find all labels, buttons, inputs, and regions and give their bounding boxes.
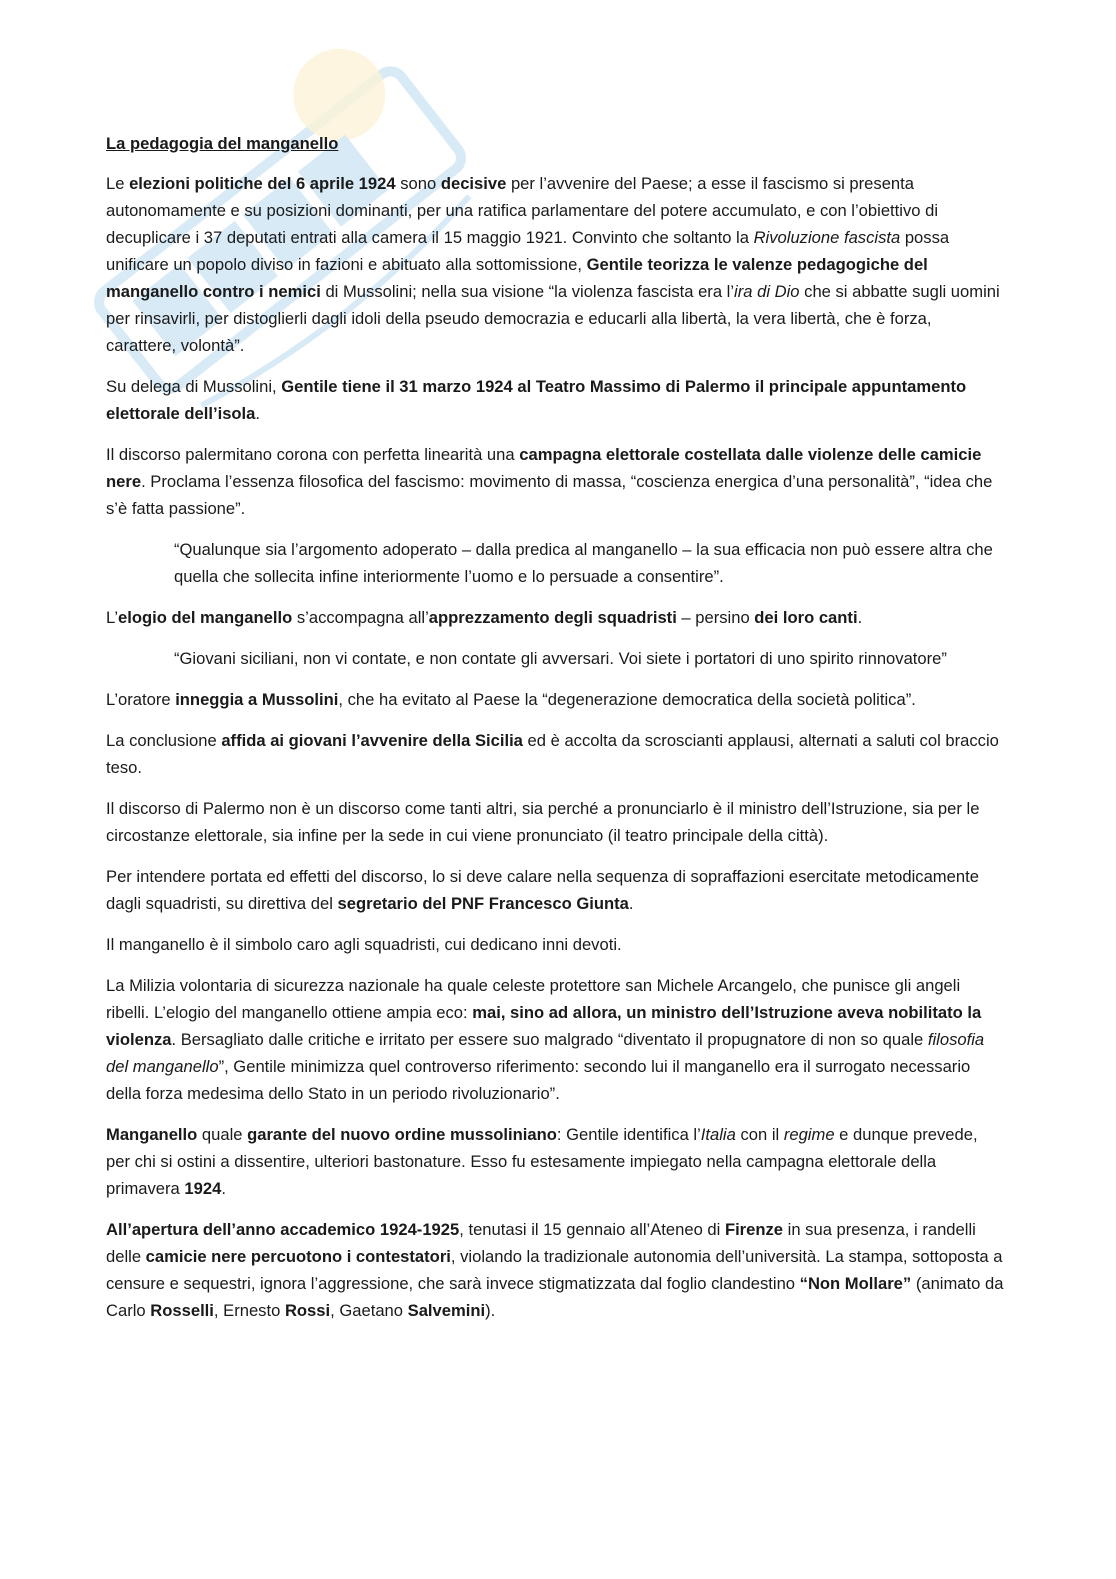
text-run: quale	[197, 1125, 248, 1144]
document-page	[106, 130, 1006, 1338]
bold-text: Firenze	[724, 1220, 784, 1239]
text-run: . Proclama l’essenza filosofica del fascismo: movimento di massa, “coscienza energica d’una personalità”, “idea che s’è fatta passione”.	[106, 472, 993, 518]
paragraph	[106, 373, 1006, 427]
bold-text: elezioni politiche del 6 aprile 1924	[129, 174, 396, 193]
italic-text: filosofia del manganello	[106, 1030, 985, 1076]
text-run: , Ernesto	[213, 1301, 285, 1320]
text-run: La Milizia volontaria di sicurezza nazionale ha quale celeste protettore san Michele Arcangelo, che punisce gli angeli ribelli. L’elogio del manganello ottiene ampia eco:	[106, 976, 961, 1022]
text-run: , violando la tradizionale autonomia dell’università. La stampa, sottoposta a censure e sequestri, ignora l’aggressione, che sarà invece stigmatizzata dal foglio clandestino	[106, 1247, 1003, 1293]
bold-text: inneggia a Mussolini	[175, 690, 339, 709]
text-run: La conclusione	[106, 731, 222, 750]
bold-text: elogio del manganello	[118, 608, 293, 627]
italic-text: regime	[783, 1125, 835, 1144]
block-quote	[106, 536, 1006, 590]
bold-text: dei loro canti	[754, 608, 858, 627]
text-run: ed è accolta da scroscianti applausi, alternati a saluti col braccio teso.	[106, 731, 999, 777]
bold-text: Gentile tiene il 31 marzo 1924 al Teatro Massimo di Palermo il principale appuntamento elettorale dell’isola	[106, 377, 967, 423]
paragraph	[106, 170, 1006, 359]
text-run: Il discorso palermitano corona con perfetta linearità una	[106, 445, 520, 464]
paragraph	[106, 727, 1006, 781]
text-run: , Gaetano	[330, 1301, 408, 1320]
bold-text: Rossi	[284, 1301, 331, 1320]
text-run: .	[628, 894, 634, 913]
text-run: , che ha evitato al Paese la “degenerazione democratica della società politica”.	[338, 690, 916, 709]
bold-text: Salvemini	[407, 1301, 486, 1320]
document-body	[106, 170, 1006, 1324]
text-run: s’accompagna all’	[292, 608, 429, 627]
bold-text: affida ai giovani l’avvenire della Sicilia	[221, 731, 523, 750]
text-run: che si abbatte sugli uomini per rinsavirli, per distoglierli dagli idoli della pseudo democrazia e educarli alla libertà, la vera libertà, che è forza, carattere, volontà”.	[106, 282, 1000, 355]
text-run: “Giovani siciliani, non vi contate, e non contate gli avversari. Voi siete i portatori di uno spirito rinnovatore”	[174, 649, 947, 668]
text-run: Il manganello è il simbolo caro agli squadristi, cui dedicano inni devoti.	[106, 935, 622, 954]
text-run: “Qualunque sia l’argomento adoperato – dalla predica al manganello – la sua efficacia non può essere altra che quella che sollecita infine interiormente l’uomo e lo persuade a consentire”.	[174, 540, 993, 586]
paragraph	[106, 795, 1006, 849]
text-run: Il discorso di Palermo non è un discorso come tanti altri, sia perché a pronunciarlo è il ministro dell’Istruzione, sia per le circostanze elettorale, sia infine per la sede in cui viene pronunciato (il teatro principale della città).	[106, 799, 980, 845]
bold-text: Manganello	[106, 1125, 198, 1144]
paragraph	[106, 972, 1006, 1107]
paragraph	[106, 931, 1006, 958]
text-run: possa unificare un popolo diviso in fazioni e abituato alla sottomissione,	[106, 228, 950, 274]
bold-text: segretario del PNF Francesco Giunta	[337, 894, 629, 913]
bold-text: garante del nuovo ordine mussoliniano	[247, 1125, 557, 1144]
bold-text: Rosselli	[150, 1301, 214, 1320]
text-run: per l’avvenire del Paese; a esse il fascismo si presenta autonomamente e su posizioni dominanti, per una ratifica parlamentare del potere accumulato, e con l’obiettivo di decuplicare i 37 deputati entrati alla camera il 15 maggio 1921. Convinto che soltanto la	[106, 174, 939, 247]
bold-text: mai, sino ad allora, un ministro dell’Istruzione aveva nobilitato la violenza	[106, 1003, 982, 1049]
bold-text: 1924	[184, 1179, 222, 1198]
text-run: .	[221, 1179, 226, 1198]
text-run: – persino	[676, 608, 755, 627]
text-run: : Gentile identifica l’	[556, 1125, 701, 1144]
bold-text: decisive	[440, 174, 507, 193]
text-run: Le	[106, 174, 130, 193]
text-run: L’	[106, 608, 118, 627]
text-run: ).	[485, 1301, 496, 1320]
block-quote	[106, 645, 1006, 672]
text-run: (animato da Carlo	[106, 1274, 1004, 1320]
paragraph	[106, 1216, 1006, 1324]
text-run: .	[857, 608, 863, 627]
text-run: Su delega di Mussolini,	[106, 377, 282, 396]
document-title: La pedagogia del manganello	[106, 134, 339, 153]
text-run: e dunque prevede, per chi si ostini a dissentire, ulteriori bastonature. Esso fu estesamente impiegato nella campagna elettorale della primavera	[106, 1125, 978, 1198]
bold-text: “Non Mollare”	[799, 1274, 912, 1293]
text-run: L’oratore	[106, 690, 176, 709]
italic-text: Italia	[700, 1125, 736, 1144]
bold-text: Gentile teorizza le valenze pedagogiche del manganello contro i nemici	[106, 255, 928, 301]
paragraph	[106, 441, 1006, 522]
paragraph	[106, 1121, 1006, 1202]
text-run: Per intendere portata ed effetti del discorso, lo si deve calare nella sequenza di sopraffazioni esercitate metodicamente dagli squadristi, su direttiva del	[106, 867, 979, 913]
bold-text: campagna elettorale costellata dalle violenze delle camicie nere	[106, 445, 982, 491]
text-run: di Mussolini; nella sua visione “la violenza fascista era l’	[320, 282, 735, 301]
text-run: con il	[735, 1125, 784, 1144]
italic-text: Rivoluzione fascista	[753, 228, 901, 247]
paragraph	[106, 604, 1006, 631]
bold-text: apprezzamento degli squadristi	[428, 608, 677, 627]
text-run: in sua presenza, i randelli delle	[106, 1220, 976, 1266]
text-run: . Bersagliato dalle critiche e irritato per essere suo malgrado “diventato il propugnatore di non so quale	[171, 1030, 928, 1049]
paragraph	[106, 863, 1006, 917]
text-run: sono	[395, 174, 441, 193]
italic-text: ira di Dio	[734, 282, 800, 301]
paragraph	[106, 686, 1006, 713]
bold-text: camicie nere percuotono i contestatori	[145, 1247, 451, 1266]
text-run: , tenutasi il 15 gennaio all’Ateneo di	[459, 1220, 725, 1239]
text-run: .	[255, 404, 261, 423]
bold-text: All’apertura dell’anno accademico 1924-1925	[106, 1220, 460, 1239]
text-run: ”, Gentile minimizza quel controverso riferimento: secondo lui il manganello era il surrogato necessario della forza medesima dello Stato in un periodo rivoluzionario”.	[106, 1057, 971, 1103]
